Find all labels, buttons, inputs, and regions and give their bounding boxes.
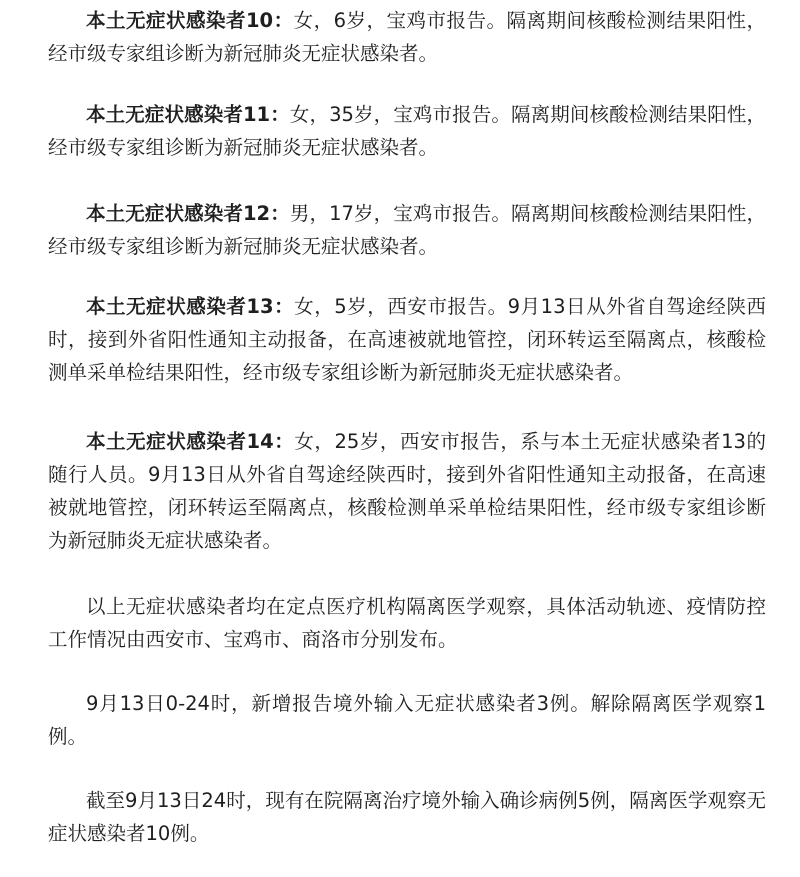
case-paragraph-14 — [48, 425, 766, 557]
case-paragraph-13 — [48, 290, 766, 389]
case-details: 女，35岁，宝鸡市报告。隔离期间核酸检测结果阳性，经市级专家组诊断为新冠肺炎无症状感染者。 — [48, 103, 766, 159]
case-details: 女，6岁，宝鸡市报告。隔离期间核酸检测结果阳性，经市级专家组诊断为新冠肺炎无症状感染者。 — [48, 9, 766, 65]
case-label: 本土无症状感染者12： — [86, 202, 290, 225]
case-paragraph-10 — [48, 4, 766, 70]
case-label: 本土无症状感染者10： — [86, 9, 294, 32]
case-label: 本土无症状感染者13： — [86, 295, 295, 318]
case-details: 男，17岁，宝鸡市报告。隔离期间核酸检测结果阳性，经市级专家组诊断为新冠肺炎无症状感染者。 — [48, 202, 766, 258]
case-details: 女，25岁，西安市报告，系与本土无症状感染者13的随行人员。9月13日从外省自驾途经陕西时，接到外省阳性通知主动报备，在高速被就地管控，闭环转运至隔离点，核酸检测单采单检结果阳性，经市级专家组诊断为新冠肺炎无症状感染者。 — [48, 430, 766, 552]
summary-paragraph: 以上无症状感染者均在定点医疗机构隔离医学观察，具体活动轨迹、疫情防控工作情况由西安市、宝鸡市、商洛市分别发布。 — [48, 595, 766, 651]
case-paragraph-11 — [48, 98, 766, 164]
case-paragraph-12 — [48, 197, 766, 263]
imported-cases-paragraph: 9月13日0-24时，新增报告境外输入无症状感染者3例。解除隔离医学观察1例。 — [48, 692, 766, 748]
case-label: 本土无症状感染者14： — [86, 430, 295, 453]
case-details: 女，5岁，西安市报告。9月13日从外省自驾途经陕西时，接到外省阳性通知主动报备，在高速被就地管控，闭环转运至隔离点，核酸检测单采单检结果阳性，经市级专家组诊断为新冠肺炎无症状感染者。 — [48, 295, 766, 384]
cumulative-paragraph: 截至9月13日24时，现有在院隔离治疗境外输入确诊病例5例，隔离医学观察无症状感染者10例。 — [48, 789, 766, 845]
case-label: 本土无症状感染者11： — [86, 103, 290, 126]
